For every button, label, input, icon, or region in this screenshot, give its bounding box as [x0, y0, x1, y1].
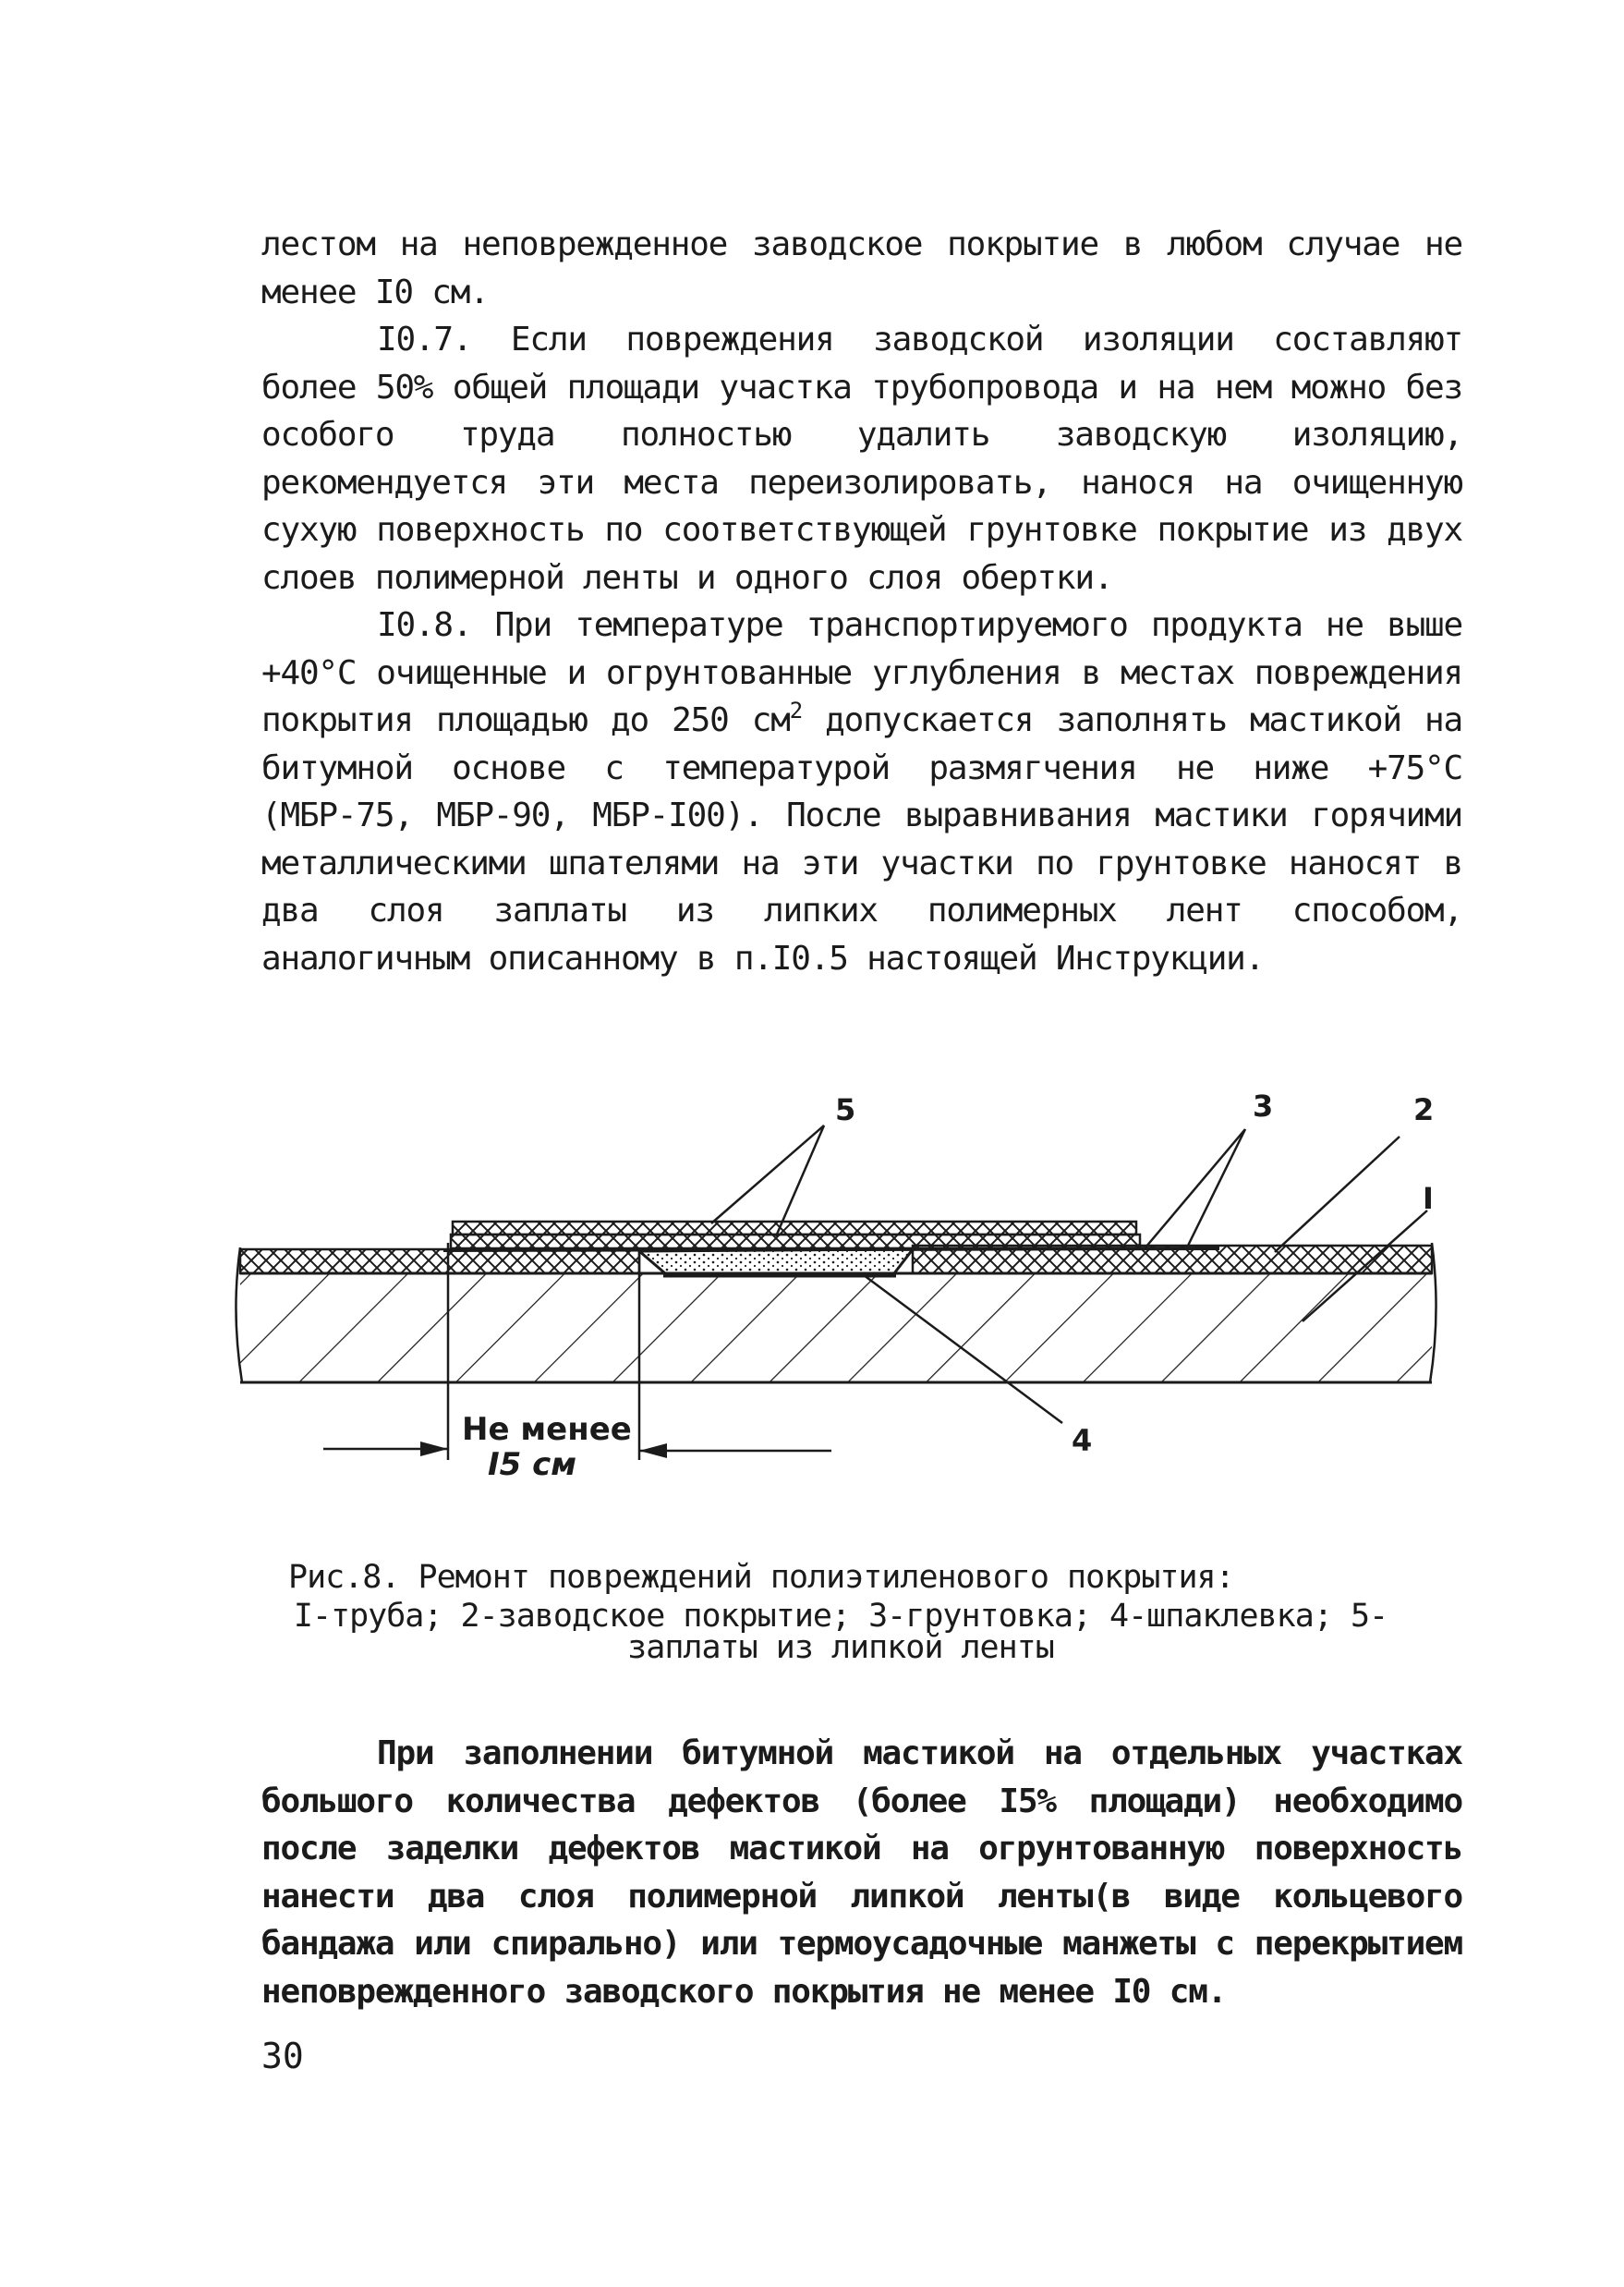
dimension-text-2: I5 см [488, 1446, 577, 1483]
paragraph-bottom: При заполнении битумной мастикой на отдельных участках большого количества дефектов (более I5% площади) необходимо после заделки дефектов мастикой на огрунтованную поверхность нанести два слоя полимерной липкой ленты(в виде кольцевого бандажа или спирально) или термоусадочные манжеты с перекрытием неповрежденного заводского покрытия не менее I0 см. [261, 1734, 1462, 2011]
paragraph-continuation: лестом на неповрежденное заводское покрытие в любом случае не менее I0 см. [261, 225, 1462, 311]
paragraph-10-8 [261, 602, 1462, 982]
figure-caption-legend-cont: заплаты из липкой ленты [627, 1629, 1054, 1666]
figure-caption-title: Рис.8. Ремонт повреждений полиэтиленового покрытия: [288, 1559, 1234, 1596]
body-text-top [261, 221, 1462, 982]
patch-layer-top [453, 1222, 1136, 1235]
dimension-arrow-left [420, 1442, 448, 1456]
repair-diagram [0, 1053, 1624, 1515]
label-4: 4 [1072, 1423, 1093, 1458]
factory-coating-left [240, 1249, 639, 1273]
pipe-wall [240, 1273, 1432, 1382]
page-number: 30 [261, 2036, 304, 2076]
dimension-text-1: Не менее [462, 1411, 632, 1448]
superscript-2: 2 [789, 698, 802, 724]
dimension-arrow-right [639, 1443, 667, 1458]
body-text-bottom [261, 1730, 1462, 2015]
paragraph-10-8-start: I0.8. При температуре транспортируемого продукта не выше +40°С очищенные и огрунтованные углубления в местах повреждения покрытия площадью до 250 см [261, 606, 1462, 739]
putty-filled-defect [639, 1249, 913, 1273]
label-3: 3 [1253, 1089, 1274, 1124]
label-1: I [1423, 1181, 1434, 1216]
patch-layer-bottom [451, 1235, 1140, 1248]
paragraph-10-8-rest: допускается заполнять мастикой на битумной основе с температурой размягчения не ниже +75°С (МБР-75, МБР-90, МБР-I00). После выравнивания мастики горячими металлическими шпателями на эти участки по грунтовке наносят в два слоя заплаты из липких полимерных лент способом, аналогичным описанному в п.I0.5 настоящей Инструкции. [261, 701, 1462, 978]
leader-5b [776, 1125, 824, 1236]
leader-5a [711, 1125, 824, 1223]
label-5: 5 [835, 1092, 856, 1127]
paragraph-10-7: I0.7. Если повреждения заводской изоляции составляют более 50% общей площади участка трубопровода и на нем можно без особого труда полностью удалить заводскую изоляцию, рекомендуется эти места переизолировать, нанося на очищенную сухую поверхность по соответствующей грунтовке покрытие из двух слоев полимерной ленты и одного слоя обертки. [261, 321, 1462, 597]
label-2: 2 [1413, 1092, 1435, 1127]
figure-caption-legend: I-труба; 2-заводское покрытие; 3-грунтовка; 4-шпаклевка; 5- [293, 1598, 1388, 1635]
leader-2 [1275, 1137, 1400, 1252]
